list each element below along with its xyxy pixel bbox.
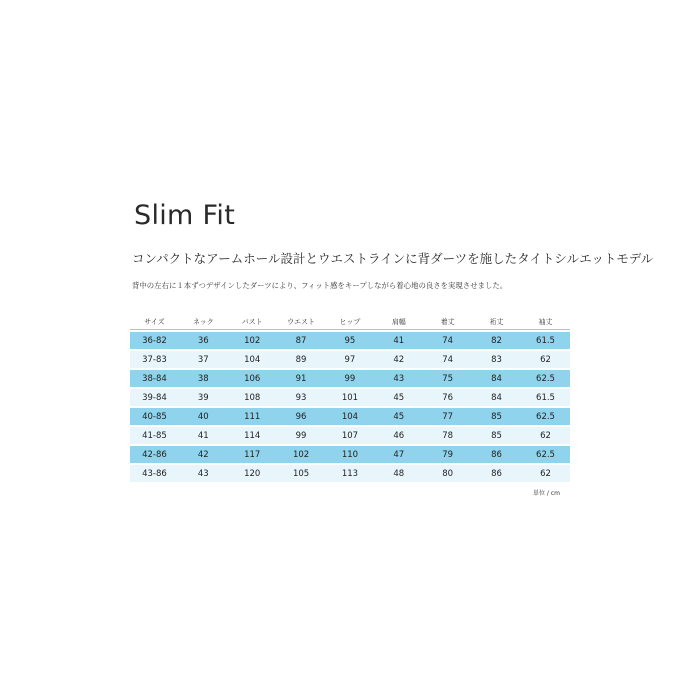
table-cell: 40 — [179, 408, 228, 425]
table-body — [130, 332, 570, 482]
table-header-row — [130, 315, 570, 330]
table-cell: 89 — [277, 351, 326, 368]
table-cell: 85 — [472, 408, 521, 425]
table-cell: 99 — [326, 370, 375, 387]
table-cell: 106 — [228, 370, 277, 387]
table-cell: 104 — [228, 351, 277, 368]
table-cell: 48 — [374, 465, 423, 482]
table-cell: 37-83 — [130, 351, 179, 368]
table-row — [130, 332, 570, 349]
table-cell: 79 — [423, 446, 472, 463]
subtitle: コンパクトなアームホール設計とウエストラインに背ダーツを施したタイトシルエットモデル — [132, 251, 654, 266]
table-cell: 91 — [277, 370, 326, 387]
table-cell: 117 — [228, 446, 277, 463]
table-cell: 83 — [472, 351, 521, 368]
table-cell: 42 — [374, 351, 423, 368]
column-header: バスト — [228, 315, 277, 330]
column-header: ヒップ — [326, 315, 375, 330]
table-cell: 75 — [423, 370, 472, 387]
size-table — [130, 313, 570, 484]
table-cell: 107 — [326, 427, 375, 444]
column-header: 着丈 — [423, 315, 472, 330]
table-row — [130, 370, 570, 387]
table-cell: 96 — [277, 408, 326, 425]
table-row — [130, 446, 570, 463]
table-cell: 95 — [326, 332, 375, 349]
table-cell: 105 — [277, 465, 326, 482]
table-cell: 99 — [277, 427, 326, 444]
table-cell: 102 — [277, 446, 326, 463]
table-cell: 62.5 — [521, 408, 570, 425]
table-cell: 82 — [472, 332, 521, 349]
table-cell: 62 — [521, 465, 570, 482]
table-cell: 40-85 — [130, 408, 179, 425]
table-cell: 41 — [179, 427, 228, 444]
table-cell: 42 — [179, 446, 228, 463]
table-cell: 36-82 — [130, 332, 179, 349]
table-row — [130, 465, 570, 482]
unit-note: 単位 / cm — [533, 490, 560, 497]
table-cell: 102 — [228, 332, 277, 349]
table-cell: 47 — [374, 446, 423, 463]
column-header: 袖丈 — [521, 315, 570, 330]
table-cell: 113 — [326, 465, 375, 482]
table-cell: 84 — [472, 389, 521, 406]
column-header: 肩幅 — [374, 315, 423, 330]
page-title: Slim Fit — [134, 200, 236, 231]
table-cell: 85 — [472, 427, 521, 444]
table-cell: 41 — [374, 332, 423, 349]
table-cell: 39 — [179, 389, 228, 406]
table-cell: 114 — [228, 427, 277, 444]
column-header: ウエスト — [277, 315, 326, 330]
table-cell: 62.5 — [521, 446, 570, 463]
table-row — [130, 427, 570, 444]
table-cell: 36 — [179, 332, 228, 349]
column-header: サイズ — [130, 315, 179, 330]
table-row — [130, 351, 570, 368]
table-cell: 77 — [423, 408, 472, 425]
table-cell: 87 — [277, 332, 326, 349]
table-cell: 86 — [472, 446, 521, 463]
table-cell: 43 — [179, 465, 228, 482]
table-cell: 86 — [472, 465, 521, 482]
table-cell: 93 — [277, 389, 326, 406]
table-cell: 46 — [374, 427, 423, 444]
table-cell: 45 — [374, 408, 423, 425]
table-row — [130, 389, 570, 406]
table-cell: 76 — [423, 389, 472, 406]
table-cell: 108 — [228, 389, 277, 406]
table-cell: 111 — [228, 408, 277, 425]
table-cell: 110 — [326, 446, 375, 463]
table-cell: 61.5 — [521, 332, 570, 349]
table-cell: 62 — [521, 427, 570, 444]
table-cell: 84 — [472, 370, 521, 387]
table-cell: 37 — [179, 351, 228, 368]
table-cell: 104 — [326, 408, 375, 425]
table-cell: 42-86 — [130, 446, 179, 463]
table-cell: 41-85 — [130, 427, 179, 444]
table-cell: 45 — [374, 389, 423, 406]
table-cell: 101 — [326, 389, 375, 406]
table-cell: 78 — [423, 427, 472, 444]
table-cell: 61.5 — [521, 389, 570, 406]
table-cell: 62 — [521, 351, 570, 368]
table-cell: 74 — [423, 332, 472, 349]
table-cell: 38 — [179, 370, 228, 387]
table-cell: 80 — [423, 465, 472, 482]
table-cell: 62.5 — [521, 370, 570, 387]
column-header: 裄丈 — [472, 315, 521, 330]
table-cell: 38-84 — [130, 370, 179, 387]
table-cell: 74 — [423, 351, 472, 368]
table-cell: 43 — [374, 370, 423, 387]
table-cell: 97 — [326, 351, 375, 368]
table-cell: 43-86 — [130, 465, 179, 482]
table-cell: 39-84 — [130, 389, 179, 406]
table-row — [130, 408, 570, 425]
description: 背中の左右に１本ずつデザインしたダーツにより、フィット感をキープしながら着心地の良さを実現させました。 — [132, 281, 508, 290]
table-cell: 120 — [228, 465, 277, 482]
column-header: ネック — [179, 315, 228, 330]
